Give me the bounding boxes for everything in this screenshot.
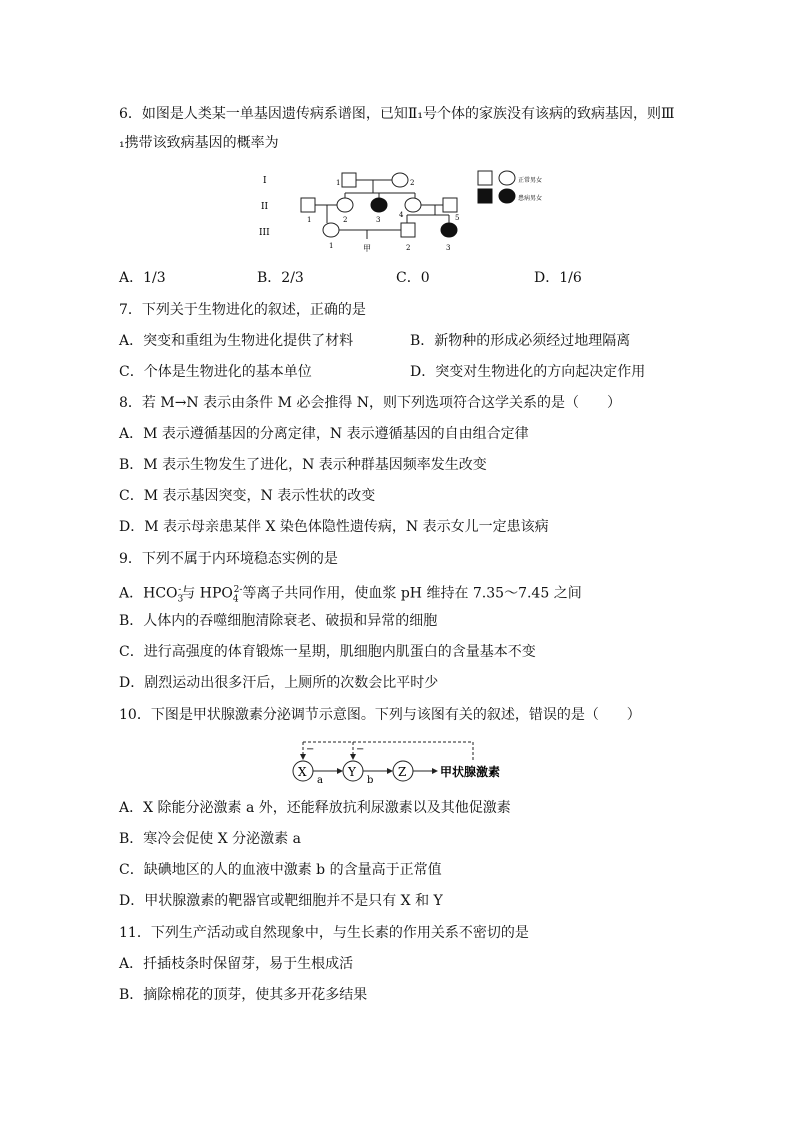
ped-child-label: 甲	[363, 244, 371, 253]
legend-normal-male	[478, 171, 492, 185]
q9-optA-mid: 与 HPO	[181, 585, 233, 602]
ped-III1-num: 1	[329, 242, 334, 250]
feedback-minus-2: −	[356, 744, 365, 755]
q8-option-d: D．M 表示母亲患某伴 X 染色体隐性遗传病，N 表示女儿一定患该病	[119, 519, 549, 535]
q7-stem: 7．下列关于生物进化的叙述，正确的是	[119, 302, 366, 318]
ped-II4-normal-female	[405, 198, 421, 212]
q6-option-d: D．1/6	[534, 270, 582, 286]
q9-option-a	[119, 580, 582, 609]
thyroid-regulation-diagram	[287, 737, 517, 787]
q9-option-c: C．进行高强度的体育锻炼一星期，肌细胞内肌蛋白的含量基本不变	[119, 644, 536, 660]
output-thyroid-hormone: 甲状腺激素	[440, 765, 501, 779]
q9-stem: 9．下列不属于内环境稳态实例的是	[119, 551, 338, 567]
q8-stem: 8．若 M→N 表示由条件 M 必会推得 N，则下列选项符合这学关系的是（ ）	[119, 395, 622, 411]
node-z-label: Z	[398, 765, 407, 779]
feedback-minus-1: −	[306, 744, 315, 755]
ped-I1-num: 1	[336, 179, 341, 187]
q10-option-a: A．X 除能分泌激素 a 外，还能释放抗利尿激素以及其他促激素	[119, 800, 511, 816]
ped-II3-affected-female	[371, 198, 387, 212]
ped-I2-normal-female	[392, 173, 408, 187]
q9-optA-pre: A．HCO	[119, 585, 178, 602]
legend-affected-label: 患病男女	[518, 195, 543, 202]
q6-option-c: C．0	[396, 270, 430, 286]
q11-option-b: B．摘除棉花的顶芽，使其多开花多结果	[119, 987, 368, 1003]
q7-option-b: B．新物种的形成必须经过地理隔离	[410, 333, 631, 349]
q7-option-c: C．个体是生物进化的基本单位	[119, 364, 312, 380]
q6-option-a: A．1/3	[119, 270, 166, 286]
q9-option-d: D．剧烈运动出很多汗后，上厕所的次数会比平时少	[119, 675, 439, 691]
q8-option-b: B．M 表示生物发生了进化，N 表示种群基因频率发生改变	[119, 457, 487, 473]
gen-label-I: I	[263, 176, 267, 186]
ped-II5-num: 5	[455, 214, 460, 222]
q10-option-c: C．缺碘地区的人的血液中激素 b 的含量高于正常值	[119, 862, 442, 878]
q7-option-d: D．突变对生物进化的方向起决定作用	[410, 364, 646, 380]
edge-label-b: b	[367, 775, 374, 786]
q10-option-b: B．寒冷会促使 X 分泌激素 a	[119, 831, 301, 847]
legend-normal-label: 正常男女	[518, 177, 543, 184]
legend-normal-female	[499, 171, 515, 185]
q9-option-b: B．人体内的吞噬细胞清除衰老、破损和异常的细胞	[119, 613, 438, 629]
ped-II1-normal-male	[301, 198, 315, 212]
ped-II1-num: 1	[307, 216, 312, 224]
ped-II4-num: 4	[399, 211, 404, 219]
q8-option-a: A．M 表示遵循基因的分离定律，N 表示遵循基因的自由组合定律	[119, 426, 529, 442]
q6-stem-line2: ₁携带该致病基因的概率为	[119, 135, 279, 151]
q7-option-a: A．突变和重组为生物进化提供了材料	[119, 333, 354, 349]
q9-optA-sub: 3	[177, 594, 184, 605]
ped-III2-num: 2	[406, 244, 411, 252]
q9-optA-post: 等离子共同作用，使血浆 pH 维持在 7.35～7.45 之间	[242, 585, 582, 602]
ped-II2-num: 2	[343, 216, 348, 224]
gen-label-II: II	[261, 202, 269, 212]
ped-I1-normal-male	[342, 173, 356, 187]
q11-option-a: A．扦插枝条时保留芽，易于生根成活	[119, 956, 354, 972]
legend-affected-female	[499, 189, 515, 203]
q6-option-b: B．2/3	[257, 270, 304, 286]
q9-optA-sup1: -	[178, 585, 182, 595]
node-x-label: X	[298, 765, 307, 779]
edge-label-a: a	[317, 775, 323, 786]
ped-II2-normal-female	[337, 198, 353, 212]
gen-label-III: III	[259, 228, 270, 238]
q10-option-d: D．甲状腺激素的靶器官或靶细胞并不是只有 X 和 Y	[119, 893, 443, 909]
q9-optA-sup2: 2-	[233, 585, 243, 595]
ped-II3-num: 3	[376, 216, 381, 224]
ped-III3-num: 3	[446, 244, 451, 252]
ped-III3-affected-female	[441, 223, 457, 237]
q10-stem: 10．下图是甲状腺激素分泌调节示意图。下列与该图有关的叙述，错误的是（ ）	[119, 707, 641, 723]
legend-affected-male	[478, 189, 492, 203]
ped-III1-normal-female	[323, 223, 339, 237]
ped-I2-num: 2	[410, 179, 415, 187]
ped-II5-normal-male	[443, 198, 457, 212]
pedigree-chart	[255, 165, 575, 255]
q9-optA-sub2: 4	[232, 594, 239, 605]
q6-stem-line1: 6．如图是人类某一单基因遗传病系谱图，已知Ⅱ₁号个体的家族没有该病的致病基因，则Ⅲ	[119, 106, 675, 122]
ped-III2-normal-male	[401, 223, 415, 237]
q11-stem: 11．下列生产活动或自然现象中，与生长素的作用关系不密切的是	[119, 925, 529, 941]
node-y-label: Y	[348, 765, 356, 779]
q8-option-c: C．M 表示基因突变，N 表示性状的改变	[119, 488, 376, 504]
